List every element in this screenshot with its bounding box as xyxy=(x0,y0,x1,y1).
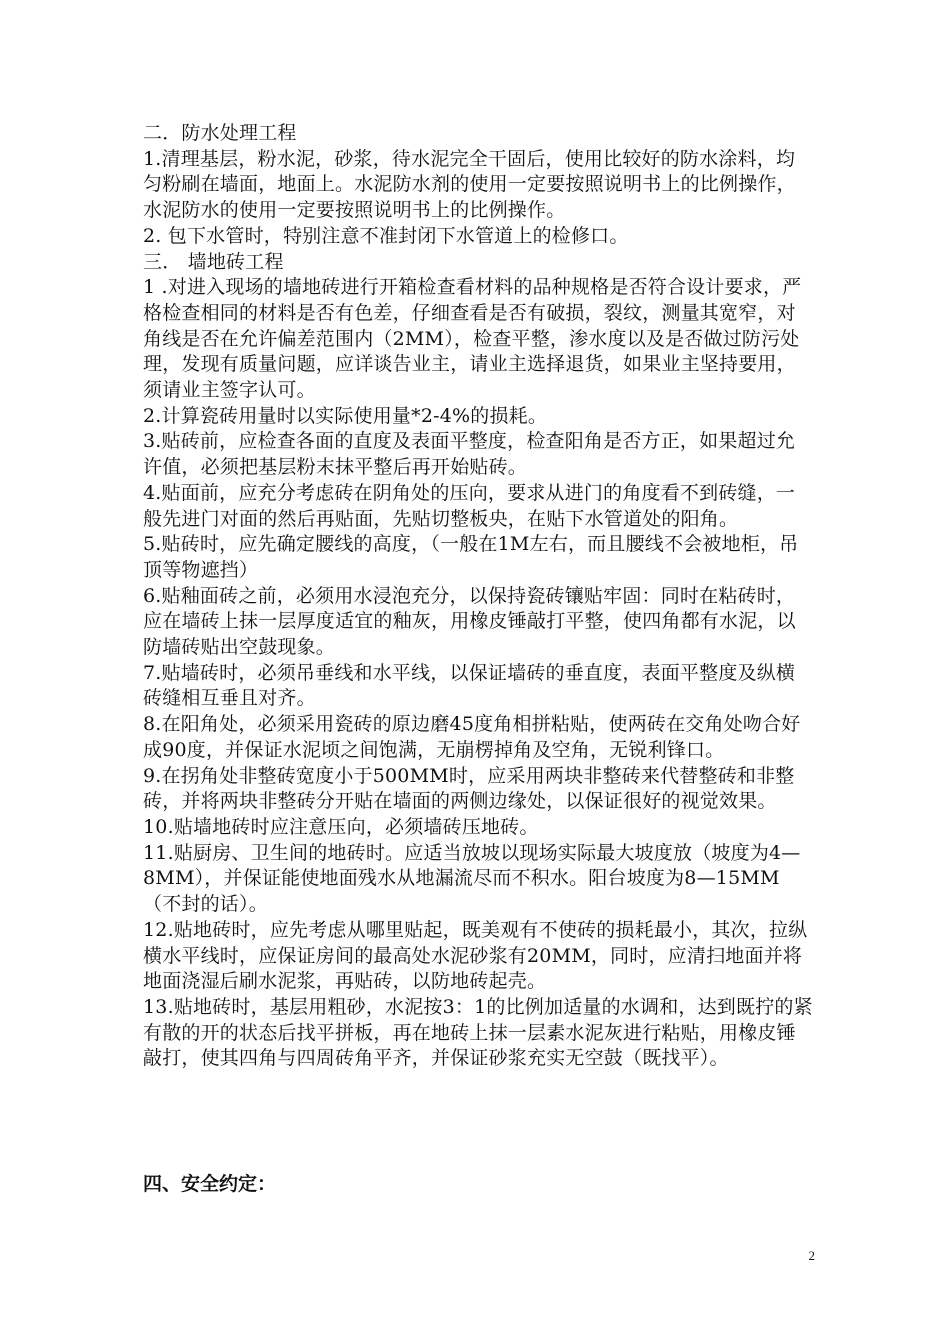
tile-item-10: 10.贴墙地砖时应注意压向，必须墙砖压地砖。 xyxy=(143,815,539,838)
tile-item-4: 4.贴面前，应充分考虑砖在阴角处的压向，要求从进门的角度看不到砖缝，一般先进门对面的然后再贴面，先贴切整板央，在贴下水管道处的阳角。 xyxy=(143,481,796,530)
section-heading-safety: 四、安全约定： xyxy=(143,1173,277,1195)
tile-item-6: 6.贴釉面砖之前，必须用水浸泡充分，以保持瓷砖镶贴牢固：同时在粘砖时，应在墙砖上抹一层厚度适宜的釉灰，用橡皮锤敲打平整，使四角都有水泥，以防墙砖贴出空鼓现象。 xyxy=(143,584,796,659)
waterproof-item-2: 2. 包下水管时，特别注意不准封闭下水管道上的检修口。 xyxy=(143,224,629,247)
page-number: 2 xyxy=(808,1248,815,1263)
tile-item-3: 3.贴砖前，应检查各面的直度及表面平整度，检查阳角是否方正，如果超过允许值，必须把基层粉末抹平整后再开始贴砖。 xyxy=(143,430,796,479)
tile-item-2: 2.计算瓷砖用量时以实际使用量*2-4%的损耗。 xyxy=(143,404,548,427)
waterproof-item-1: 1.清理基层，粉水泥，砂浆，待水泥完全干固后，使用比较好的防水涂料，均匀粉刷在墙面，地面上。水泥防水剂的使用一定要按照说明书上的比例操作，水泥防水的使用一定要按照说明书上的比例操作。 xyxy=(143,147,796,222)
tile-item-1: 1 .对进入现场的墙地砖进行开箱检查看材料的品种规格是否符合设计要求，严格检查相同的材料是否有色差，仔细查看是否有破损，裂纹，测量其宽窄，对角线是否在允许偏差范围内（2MM），检查平整，渗水度以及是否做过防污处理，发现有质量问题，应详谈告业主，请业主选择退货，如果业主坚持要用，须请业主签字认可。 xyxy=(143,276,802,402)
tile-item-11: 11.贴厨房、卫生间的地砖时。应适当放坡以现场实际最大坡度放（坡度为4—8MM），并保证能使地面残水从地漏流尽而不积水。阳台坡度为8—15MM（不封的话）。 xyxy=(143,841,801,916)
section-heading-tiles: 三． 墙地砖工程 xyxy=(143,250,284,273)
tile-item-5: 5.贴砖时，应先确定腰线的高度，（一般在1M左右，而且腰线不会被地柜，吊顶等物遮挡） xyxy=(143,533,799,581)
tile-item-8: 8.在阳角处，必须采用瓷砖的原边磨45度角相拼粘贴，使两砖在交角处吻合好成90度，并保证水泥顷之间饱满，无崩楞掉角及空角，无锐利锋口。 xyxy=(143,713,801,761)
section-heading-waterproof: 二．防水处理工程 xyxy=(143,122,297,144)
tile-item-7: 7.贴墙砖时，必须吊垂线和水平线，以保证墙砖的垂直度，表面平整度及纵横砖缝相互垂且对齐。 xyxy=(143,661,796,710)
tile-item-12: 12.贴地砖时，应先考虑从哪里贴起，既美观有不使砖的损耗最小，其次，拉纵横水平线时，应保证房间的最高处水泥砂浆有20MM，同时，应清扫地面并将地面浇湿后刷水泥浆，再贴砖，以防地砖起壳。 xyxy=(143,918,808,993)
tile-item-9: 9.在拐角处非整砖宽度小于500MM时，应采用两块非整砖来代替整砖和非整砖，并将两块非整砖分开贴在墙面的两侧边缘处，以保证很好的视觉效果。 xyxy=(143,764,795,813)
tile-item-13: 13.贴地砖时，基层用粗砂，水泥按3：1的比例加适量的水调和，达到既拧的紧有散的开的状态后找平拼板，再在地砖上抹一层素水泥灰进行粘贴，用橡皮锤敲打，使其四角与四周砖角平齐，并保证砂浆充实无空鼓（既找平）。 xyxy=(143,995,813,1070)
document-body xyxy=(143,121,813,1072)
